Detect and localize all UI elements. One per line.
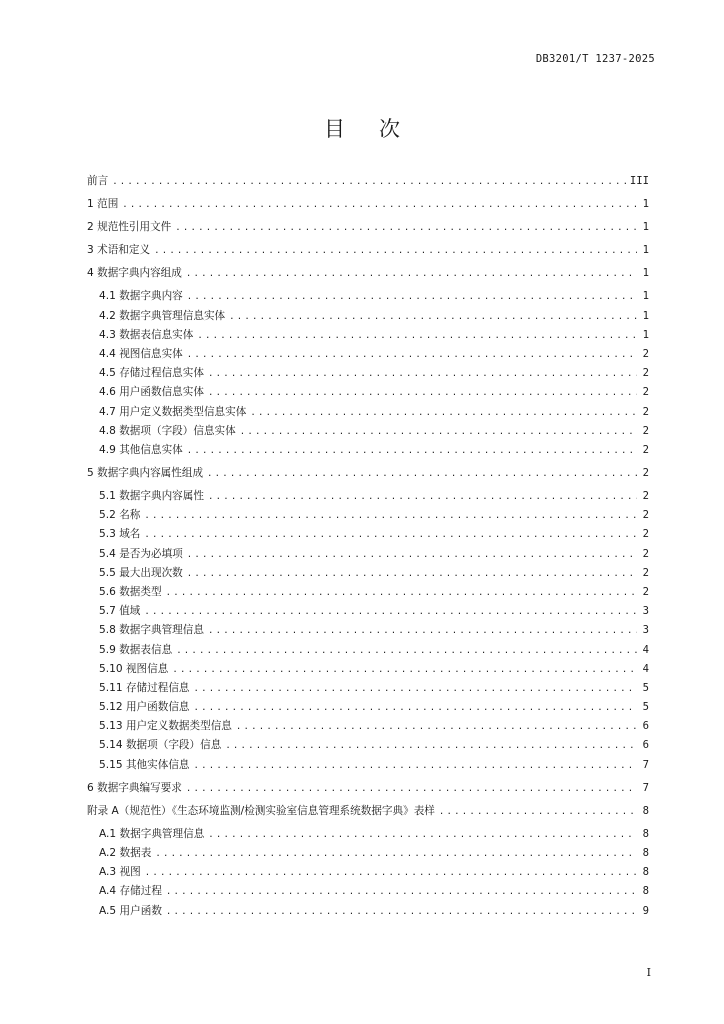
toc-entry-label: 4.6 用户函数信息实体 (99, 386, 204, 399)
toc-entry[interactable] (87, 364, 649, 383)
dot-leader (207, 465, 637, 484)
toc-entry[interactable] (87, 736, 649, 755)
dot-leader (240, 423, 637, 442)
dot-leader (175, 219, 637, 238)
dot-leader (172, 661, 637, 680)
dot-leader (144, 603, 637, 622)
toc-entry[interactable] (87, 422, 649, 441)
toc-entry-label: 5.14 数据项（字段）信息 (99, 739, 222, 752)
toc-entry[interactable] (87, 506, 649, 525)
dot-leader (208, 622, 637, 641)
toc-entry-label: 5.2 名称 (99, 509, 141, 522)
toc-entry[interactable] (87, 525, 649, 544)
page-title: 目次 (324, 117, 434, 141)
toc-entry[interactable] (87, 756, 649, 775)
page-number: I (646, 966, 651, 979)
toc-entry-page: 2 (642, 367, 649, 380)
toc-entry-label: 1 范围 (87, 198, 119, 211)
toc-entry-label: A.4 存储过程 (99, 885, 162, 898)
toc-entry-page: 5 (642, 701, 649, 714)
toc-entry-label: 5.5 最大出现次数 (99, 566, 183, 579)
toc-entry[interactable] (87, 698, 649, 717)
toc-entry-label: 5.3 域名 (99, 528, 141, 541)
toc-entry-label: 5 数据字典内容属性组成 (87, 466, 204, 479)
toc-entry[interactable] (87, 195, 649, 214)
toc-entry[interactable] (87, 545, 649, 564)
toc-entry-page: 1 (642, 198, 649, 211)
dot-leader (208, 488, 637, 507)
dot-leader (154, 242, 637, 261)
toc-entry-label: 3 术语和定义 (87, 244, 151, 257)
toc-entry-page: 2 (642, 405, 649, 418)
toc-entry[interactable] (87, 779, 649, 798)
toc-entry-label: 4.5 存储过程信息实体 (99, 367, 204, 380)
dot-leader (155, 845, 637, 864)
toc-entry-page: III (629, 175, 649, 187)
toc-entry[interactable] (87, 287, 649, 306)
toc-entry-label: 4.4 视图信息实体 (99, 347, 183, 360)
toc-entry-page: 2 (642, 547, 649, 560)
toc-entry-page: 1 (642, 221, 649, 234)
toc-entry[interactable] (87, 863, 649, 882)
toc-entry-page: 5 (642, 681, 649, 694)
dot-leader (145, 864, 637, 883)
toc-entry-page: 2 (642, 443, 649, 456)
dot-leader (144, 507, 637, 526)
dot-leader (194, 680, 637, 699)
toc-entry-label: 4.2 数据字典管理信息实体 (99, 309, 226, 322)
toc-entry-label: 5.12 用户函数信息 (99, 701, 190, 714)
toc-entry[interactable] (87, 326, 649, 345)
toc-entry[interactable] (87, 679, 649, 698)
toc-entry-page: 7 (642, 758, 649, 771)
toc-entry-page: 2 (642, 585, 649, 598)
toc-entry[interactable] (87, 621, 649, 640)
toc-entry-page: 4 (642, 662, 649, 675)
toc-entry[interactable] (87, 264, 649, 283)
toc-entry-label: 5.6 数据类型 (99, 585, 162, 598)
toc-entry[interactable] (87, 218, 649, 237)
toc-entry[interactable] (87, 641, 649, 660)
toc-entry-page: 2 (642, 509, 649, 522)
toc-entry-page: 2 (642, 528, 649, 541)
dot-leader (187, 565, 637, 584)
toc-entry-page: 3 (642, 624, 649, 637)
toc-entry[interactable] (87, 825, 649, 844)
dot-leader (186, 780, 637, 799)
dot-leader (112, 173, 626, 192)
toc-entry[interactable] (87, 844, 649, 863)
dot-leader (194, 757, 637, 776)
toc-entry-label: 4 数据字典内容组成 (87, 267, 182, 280)
toc-entry-label: 2 规范性引用文件 (87, 221, 172, 234)
toc-entry[interactable] (87, 902, 649, 921)
dot-leader (439, 803, 637, 822)
toc-entry-label: 4.9 其他信息实体 (99, 443, 183, 456)
dot-leader (187, 288, 637, 307)
toc-entry-label: 5.11 存储过程信息 (99, 681, 190, 694)
dot-leader (176, 642, 637, 661)
dot-leader (144, 526, 637, 545)
toc-entry-label: 5.4 是否为必填项 (99, 547, 183, 560)
toc-entry-page: 6 (642, 739, 649, 752)
toc-entry[interactable] (87, 602, 649, 621)
toc-entry[interactable] (87, 172, 649, 191)
toc-entry-page: 2 (642, 347, 649, 360)
toc-entry[interactable] (87, 307, 649, 326)
toc-entry-page: 2 (642, 424, 649, 437)
toc-entry[interactable] (87, 383, 649, 402)
dot-leader (166, 584, 637, 603)
toc-entry-label: 5.10 视图信息 (99, 662, 169, 675)
toc-entry-page: 8 (642, 885, 649, 898)
dot-leader (250, 404, 637, 423)
toc-entry-label: 附录 A（规范性）《生态环境监测/检测实验室信息管理系统数据字典》表样 (87, 804, 435, 817)
dot-leader (194, 699, 637, 718)
table-of-contents (87, 172, 649, 921)
toc-entry-label: 4.7 用户定义数据类型信息实体 (99, 405, 247, 418)
toc-entry-page: 9 (642, 904, 649, 917)
dot-leader (187, 442, 637, 461)
toc-entry-label: 前言 (87, 175, 109, 187)
dot-leader (187, 546, 637, 565)
toc-entry-page: 2 (642, 466, 649, 479)
document-code: DB3201/T 1237-2025 (535, 53, 655, 65)
toc-entry-page: 8 (642, 866, 649, 879)
toc-entry-page: 6 (642, 720, 649, 733)
toc-entry[interactable] (87, 660, 649, 679)
toc-entry-page: 1 (642, 290, 649, 303)
toc-entry-page: 3 (642, 605, 649, 618)
dot-leader (208, 826, 637, 845)
toc-entry[interactable] (87, 241, 649, 260)
toc-entry[interactable] (87, 441, 649, 460)
dot-leader (208, 384, 637, 403)
dot-leader (166, 883, 637, 902)
toc-entry-page: 2 (642, 566, 649, 579)
dot-leader (236, 718, 637, 737)
toc-entry-page: 2 (642, 490, 649, 503)
toc-entry-label: 5.13 用户定义数据类型信息 (99, 720, 232, 733)
toc-entry[interactable] (87, 487, 649, 506)
toc-entry-label: 5.8 数据字典管理信息 (99, 624, 204, 637)
toc-entry-page: 4 (642, 643, 649, 656)
dot-leader (166, 903, 637, 922)
toc-entry-label: A.1 数据字典管理信息 (99, 827, 205, 840)
toc-entry-page: 1 (642, 328, 649, 341)
toc-entry[interactable] (87, 345, 649, 364)
toc-entry-page: 1 (642, 267, 649, 280)
toc-entry-page: 8 (642, 827, 649, 840)
toc-entry-label: A.3 视图 (99, 866, 141, 879)
toc-entry[interactable] (87, 403, 649, 422)
dot-leader (186, 265, 637, 284)
dot-leader (229, 308, 637, 327)
toc-entry[interactable] (87, 717, 649, 736)
toc-entry-page: 8 (642, 847, 649, 860)
toc-entry-label: 5.15 其他实体信息 (99, 758, 190, 771)
toc-entry-page: 8 (642, 804, 649, 817)
toc-entry[interactable] (87, 882, 649, 901)
toc-entry-label: 5.9 数据表信息 (99, 643, 173, 656)
dot-leader (197, 327, 637, 346)
toc-entry-label: 4.1 数据字典内容 (99, 290, 183, 303)
toc-entry[interactable] (87, 583, 649, 602)
toc-entry-label: 4.3 数据表信息实体 (99, 328, 194, 341)
toc-entry[interactable] (87, 802, 649, 821)
dot-leader (187, 346, 637, 365)
toc-entry-page: 7 (642, 781, 649, 794)
toc-entry[interactable] (87, 464, 649, 483)
toc-entry-label: A.2 数据表 (99, 847, 152, 860)
toc-entry-label: A.5 用户函数 (99, 904, 162, 917)
toc-entry-label: 5.1 数据字典内容属性 (99, 490, 204, 503)
toc-entry-page: 1 (642, 309, 649, 322)
toc-entry-label: 4.8 数据项（字段）信息实体 (99, 424, 236, 437)
toc-entry-label: 6 数据字典编写要求 (87, 781, 182, 794)
dot-leader (225, 737, 637, 756)
dot-leader (208, 365, 637, 384)
toc-entry-label: 5.7 值域 (99, 605, 141, 618)
toc-entry-page: 1 (642, 244, 649, 257)
dot-leader (122, 196, 637, 215)
toc-entry[interactable] (87, 564, 649, 583)
toc-entry-page: 2 (642, 386, 649, 399)
